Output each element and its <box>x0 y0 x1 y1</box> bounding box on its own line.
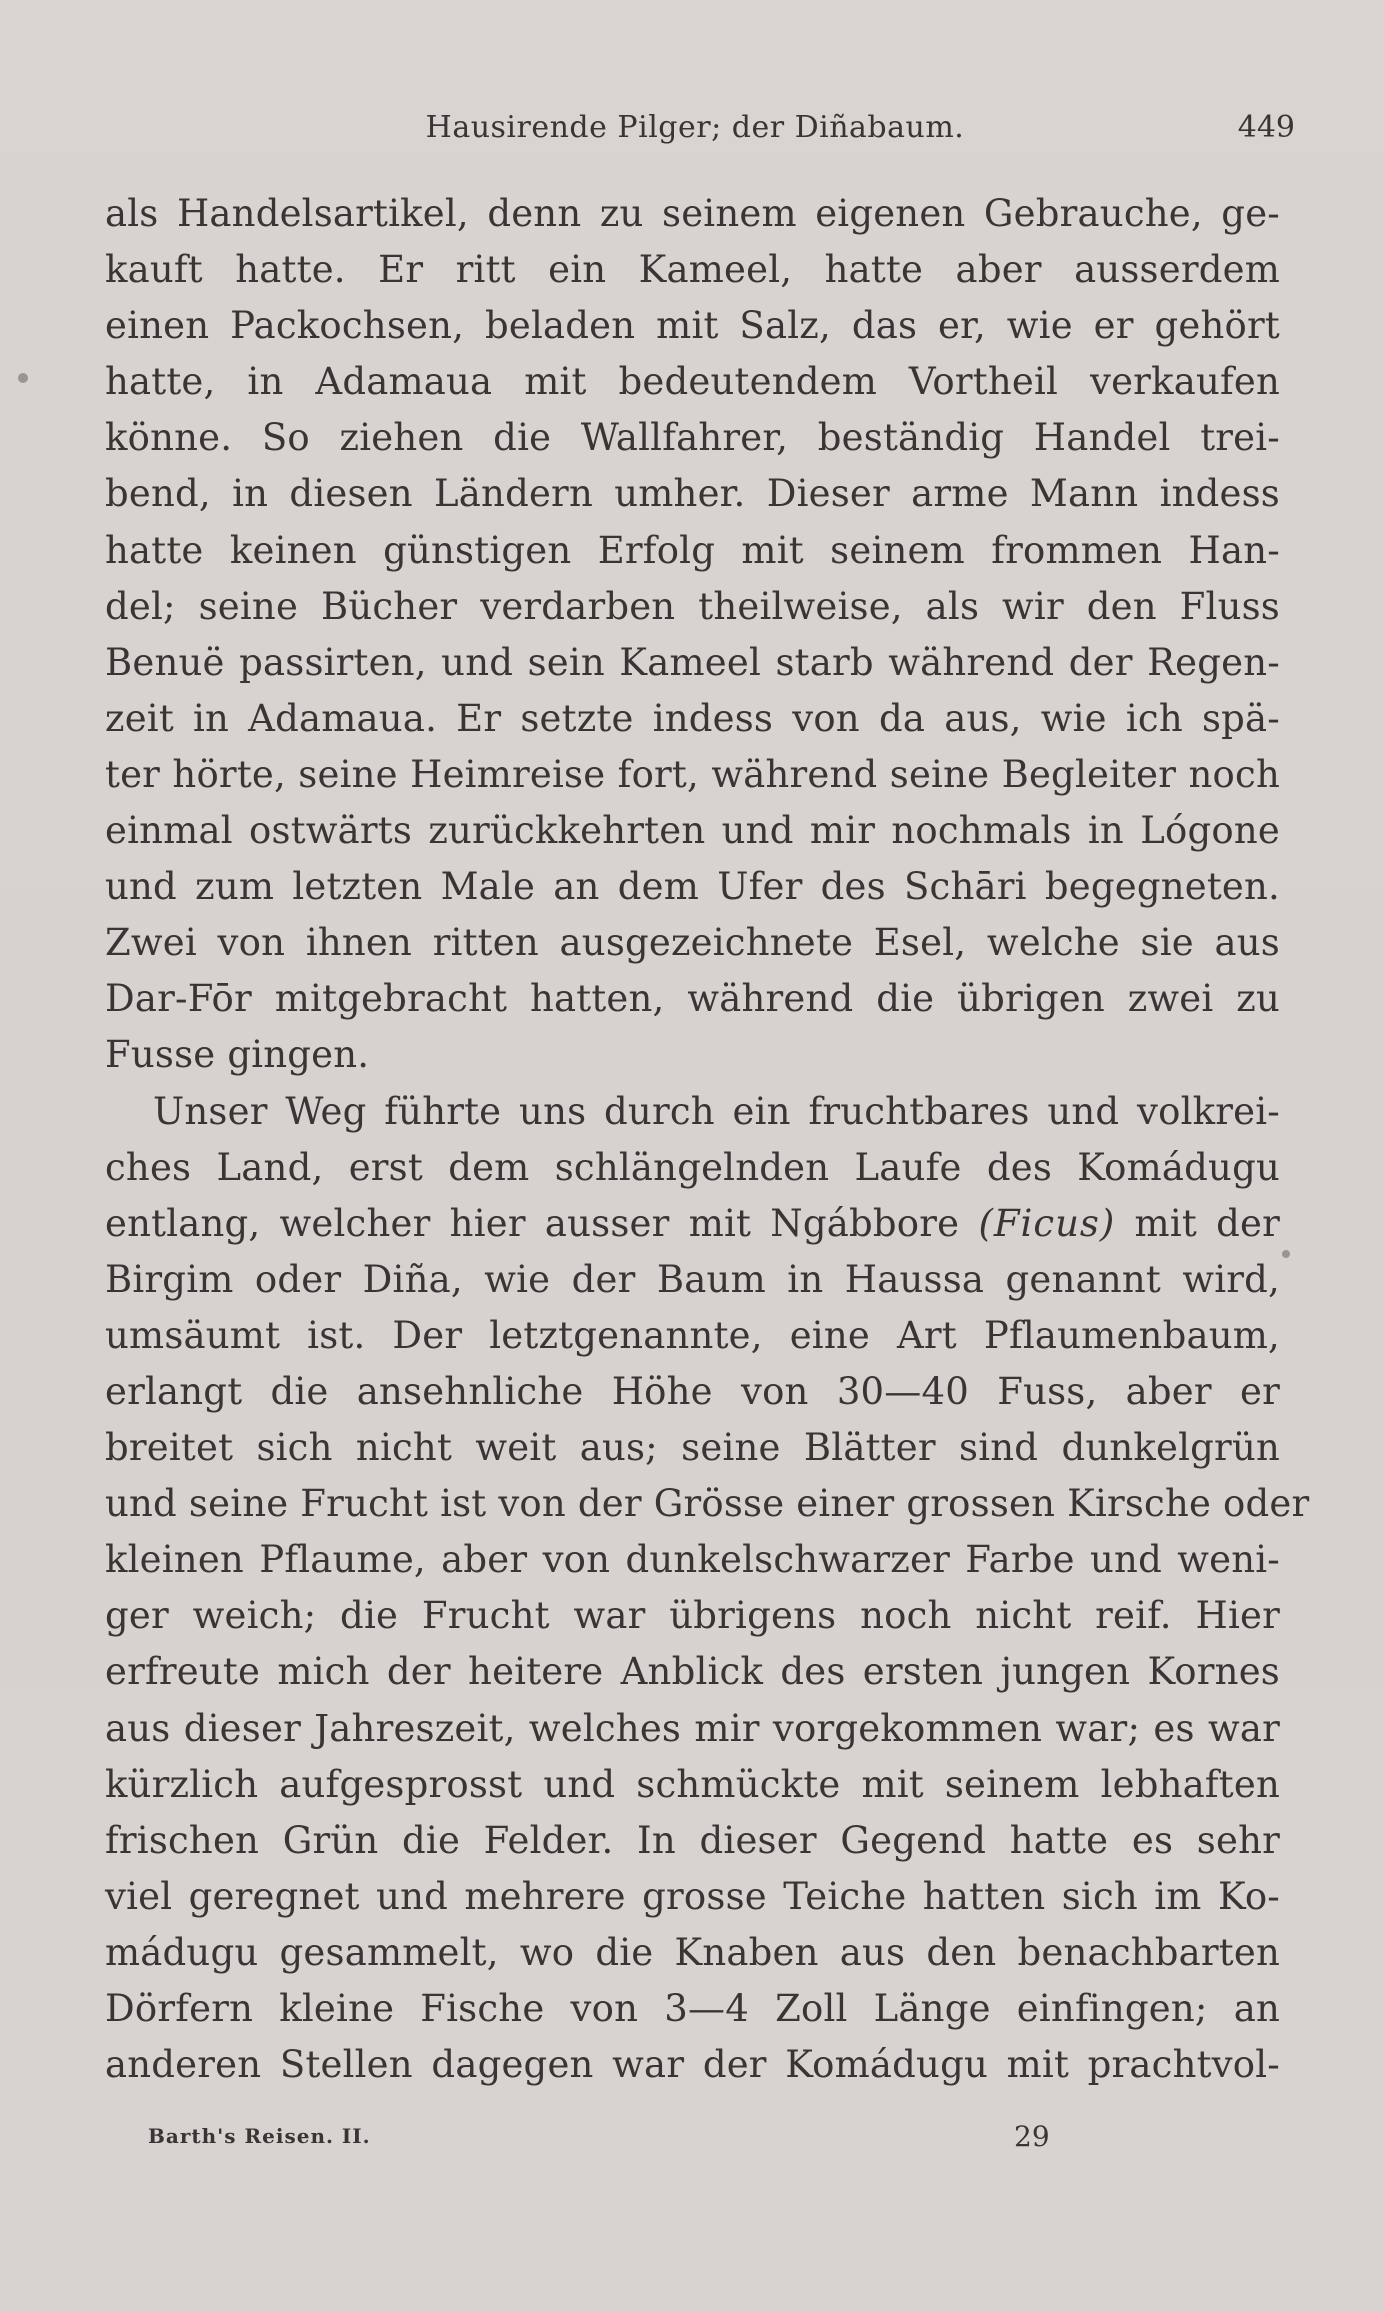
signature-mark: Barth's Reisen. II. <box>148 2124 371 2148</box>
text-line: zeit in Adamaua. Er setzte indess von da aus, wie ich spä- <box>105 696 1280 740</box>
text-line: hatte, in Adamaua mit bedeutendem Vortheil verkaufen <box>105 360 1280 404</box>
text-line: erlangt die ansehnliche Höhe von 30—40 Fuss, aber er <box>105 1369 1280 1413</box>
text-line: aus dieser Jahreszeit, welches mir vorgekommen war; es war <box>105 1706 1280 1750</box>
text-line: und seine Frucht ist von der Grösse einer grossen Kirsche oder <box>105 1482 1310 1526</box>
text-line: ger weich; die Frucht war übrigens noch nicht reif. Hier <box>105 1594 1280 1638</box>
text-line: kleinen Pflaume, aber von dunkelschwarzer Farbe und weni- <box>105 1538 1280 1582</box>
text-line: breitet sich nicht weit aus; seine Blätter sind dunkelgrün <box>105 1426 1280 1470</box>
text-line: Birgim oder Diña, wie der Baum in Haussa genannt wird, <box>105 1257 1280 1301</box>
text-line: viel geregnet und mehrere grosse Teiche hatten sich im Ko- <box>105 1874 1280 1918</box>
text-line-with-italic <box>105 1196 1280 1252</box>
page-number: 449 <box>1237 110 1295 145</box>
text-line-paragraph-end: Fusse gingen. <box>105 1033 370 1077</box>
text-line: einmal ostwärts zurückkehrten und mir nochmals in Lógone <box>105 809 1280 853</box>
text-line: bend, in diesen Ländern umher. Dieser arme Mann indess <box>105 472 1280 516</box>
page-footer <box>148 2120 1148 2160</box>
text-line: Dörfern kleine Fische von 3—4 Zoll Länge einfingen; an <box>105 1987 1280 2030</box>
page-header <box>95 110 1295 150</box>
body-text <box>105 186 1310 2093</box>
text-line: mádugu gesammelt, wo die Knaben aus den benachbarten <box>105 1930 1280 1974</box>
ink-speck-mark <box>18 373 28 383</box>
text-line: einen Packochsen, beladen mit Salz, das er, wie er gehört <box>105 304 1280 348</box>
running-head: Hausirende Pilger; der Diñabaum. <box>425 110 965 145</box>
ink-speck-mark <box>1282 1250 1290 1258</box>
text-line: Dar-Fōr mitgebracht hatten, während die übrigen zwei zu <box>105 977 1280 1021</box>
text-line: ches Land, erst dem schlängelnden Laufe des Komádugu <box>105 1145 1280 1189</box>
text-line: und zum letzten Male an dem Ufer des Schāri begegneten. <box>105 865 1280 909</box>
text-line: umsäumt ist. Der letztgenannte, eine Art Pflaumenbaum, <box>105 1313 1280 1357</box>
text-line: anderen Stellen dagegen war der Komádugu mit prachtvol- <box>105 2043 1280 2087</box>
text-line: als Handelsartikel, denn zu seinem eigenen Gebrauche, ge- <box>105 192 1280 235</box>
text-line: Benuë passirten, und sein Kameel starb während der Regen- <box>105 640 1280 684</box>
text-segment: entlang, welcher hier ausser mit Ngábbore <box>105 1201 979 1245</box>
text-line: del; seine Bücher verdarben theilweise, als wir den Fluss <box>105 584 1280 628</box>
text-line: ter hörte, seine Heimreise fort, während seine Begleiter noch <box>105 752 1280 796</box>
text-segment: mit der <box>1115 1201 1280 1245</box>
text-line: frischen Grün die Felder. In dieser Gegend hatte es sehr <box>105 1818 1280 1862</box>
sheet-number: 29 <box>1014 2120 1050 2153</box>
text-line: erfreute mich der heitere Anblick des ersten jungen Kornes <box>105 1650 1280 1694</box>
text-line: hatte keinen günstigen Erfolg mit seinem frommen Han- <box>105 528 1280 572</box>
text-line-paragraph-start: Unser Weg führte uns durch ein fruchtbares und volkrei- <box>153 1089 1280 1133</box>
italic-term: (Ficus) <box>978 1201 1116 1245</box>
text-line: Zwei von ihnen ritten ausgezeichnete Esel, welche sie aus <box>105 921 1280 965</box>
text-line: kürzlich aufgesprosst und schmückte mit seinem lebhaften <box>105 1762 1280 1806</box>
text-line: kauft hatte. Er ritt ein Kameel, hatte aber ausserdem <box>105 248 1280 292</box>
text-line: könne. So ziehen die Wallfahrer, beständig Handel trei- <box>105 416 1280 460</box>
